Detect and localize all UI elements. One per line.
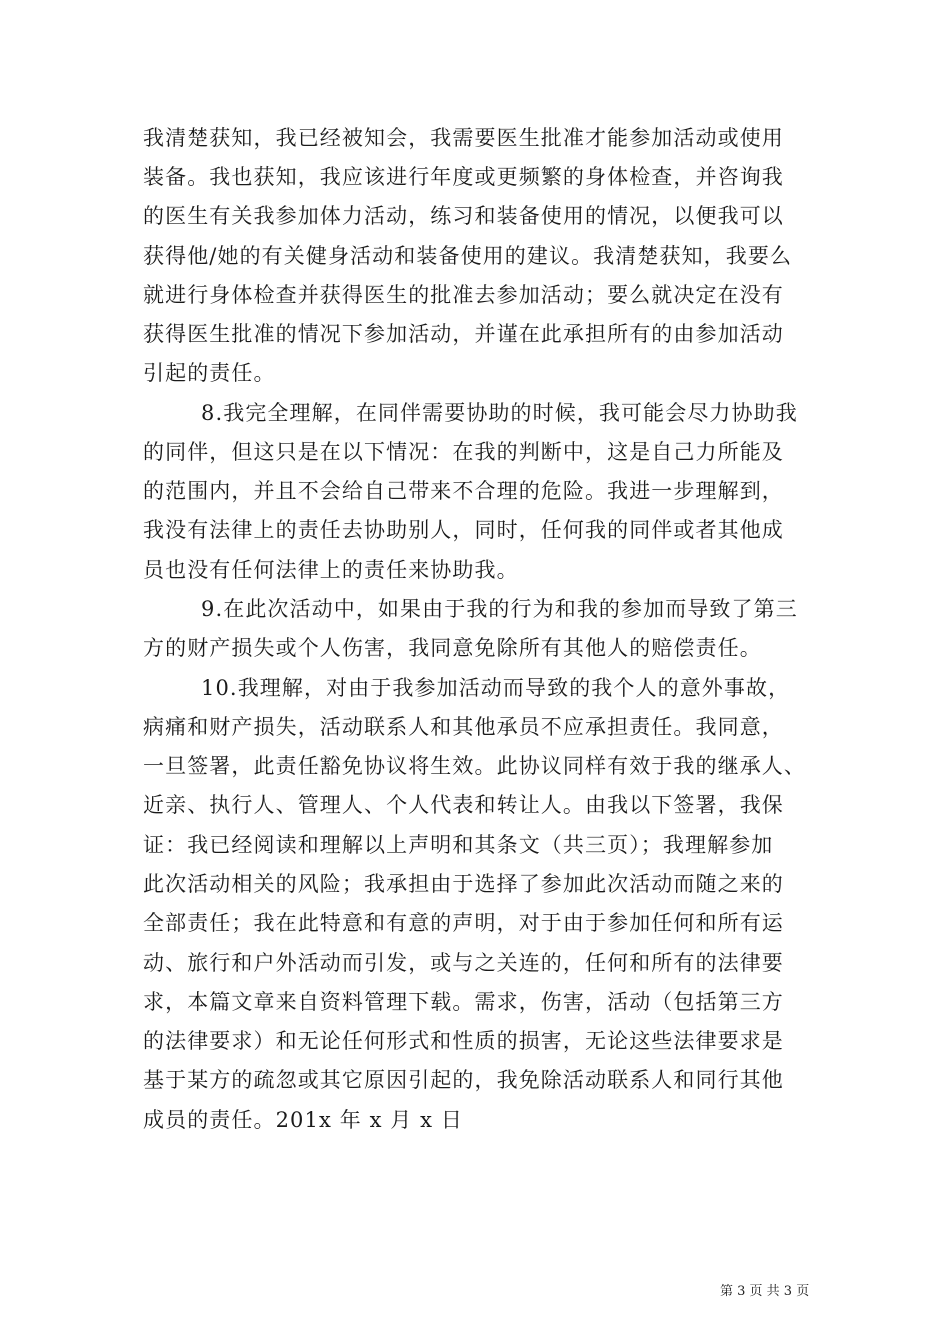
text-line: 病痛和财产损失，活动联系人和其他承员不应承担责任。我同意， [143, 715, 784, 739]
text-line: 装备。我也获知，我应该进行年度或更频繁的身体检查，并咨询我 [143, 165, 784, 189]
text-line: 获得医生批准的情况下参加活动，并谨在此承担所有的由参加活动 [143, 322, 784, 346]
text-line: 就进行身体检查并获得医生的批准去参加活动；要么就决定在没有 [143, 283, 784, 307]
text-line: 的范围内，并且不会给自己带来不合理的危险。我进一步理解到， [143, 479, 784, 503]
text-line: 近亲、执行人、管理人、个人代表和转让人。由我以下签署，我保 [143, 793, 784, 817]
text-line: 动、旅行和户外活动而引发，或与之关连的，任何和所有的法律要 [143, 951, 784, 975]
paragraph-9-start: 9.在此次活动中，如果由于我的行为和我的参加而导致了第三 [201, 597, 798, 621]
paragraph-8-start: 8.我完全理解，在同伴需要协助的时候，我可能会尽力协助我 [201, 401, 798, 425]
text-line: 我清楚获知，我已经被知会，我需要医生批准才能参加活动或使用 [143, 126, 784, 150]
text-line: 的医生有关我参加体力活动，练习和装备使用的情况，以便我可以 [143, 204, 784, 228]
text-line: 方的财产损失或个人伤害，我同意免除所有其他人的赔偿责任。 [143, 636, 762, 660]
text-line: 引起的责任。 [143, 361, 276, 385]
text-line: 我没有法律上的责任去协助别人，同时，任何我的同伴或者其他成 [143, 518, 784, 542]
text-line: 获得他/她的有关健身活动和装备使用的建议。我清楚获知，我要么 [143, 244, 793, 268]
text-line: 成员的责任。201x 年 x 月 x 日 [143, 1108, 463, 1132]
text-line: 此次活动相关的风险；我承担由于选择了参加此次活动而随之来的 [143, 872, 784, 896]
text-line: 员也没有任何法律上的责任来协助我。 [143, 558, 519, 582]
text-line: 全部责任；我在此特意和有意的声明，对于由于参加任何和所有运 [143, 911, 784, 935]
text-line: 的法律要求）和无论任何形式和性质的损害，无论这些法律要求是 [143, 1029, 784, 1053]
text-line: 基于某方的疏忽或其它原因引起的，我免除活动联系人和同行其他 [143, 1068, 784, 1092]
paragraph-10-start: 10.我理解，对由于我参加活动而导致的我个人的意外事故， [201, 676, 791, 700]
text-line: 求，本篇文章来自资料管理下载。需求，伤害，活动（包括第三方 [143, 990, 784, 1014]
page-number-footer: 第 3 页 共 3 页 [720, 1284, 810, 1299]
text-line: 证：我已经阅读和理解以上声明和其条文（共三页）；我理解参加 [143, 833, 774, 857]
text-line: 的同伴，但这只是在以下情况：在我的判断中，这是自己力所能及 [143, 440, 784, 464]
text-line: 一旦签署，此责任豁免协议将生效。此协议同样有效于我的继承人、 [143, 754, 806, 778]
